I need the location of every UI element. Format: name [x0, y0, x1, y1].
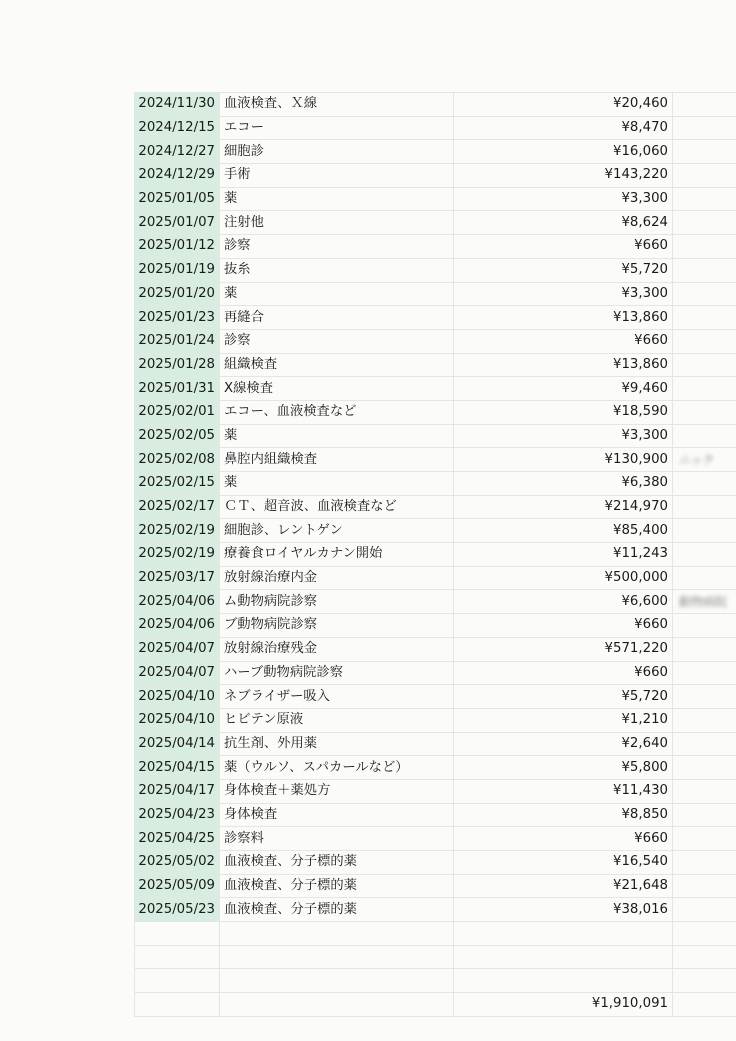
table-row [135, 306, 736, 330]
description-cell: 薬 [220, 424, 454, 448]
note-cell [673, 519, 736, 543]
date-cell: 2025/04/14 [135, 732, 220, 756]
description-cell: 薬（ウルソ、スパカールなど） [220, 756, 454, 780]
note-cell [673, 282, 736, 306]
date-cell: 2025/01/19 [135, 258, 220, 282]
note-cell [673, 756, 736, 780]
table-row [135, 329, 736, 353]
table-row [135, 187, 736, 211]
note-cell [673, 235, 736, 259]
date-cell: 2025/03/17 [135, 566, 220, 590]
amount-cell: ¥3,300 [454, 424, 673, 448]
description-cell: 放射線治療内金 [220, 566, 454, 590]
amount-cell: ¥5,800 [454, 756, 673, 780]
note-cell [673, 827, 736, 851]
date-cell: 2025/04/10 [135, 685, 220, 709]
amount-cell: ¥8,624 [454, 211, 673, 235]
redacted-note: ニック [679, 452, 715, 467]
note-cell [673, 329, 736, 353]
amount-cell: ¥16,060 [454, 140, 673, 164]
note-cell [673, 708, 736, 732]
note-cell [673, 164, 736, 188]
note-cell [673, 211, 736, 235]
amount-cell: ¥2,640 [454, 732, 673, 756]
table-row [135, 566, 736, 590]
table-row [135, 637, 736, 661]
note-cell [673, 566, 736, 590]
date-cell: 2025/01/24 [135, 329, 220, 353]
amount-cell: ¥6,600 [454, 590, 673, 614]
table-row [135, 543, 736, 567]
amount-cell: ¥3,300 [454, 187, 673, 211]
expense-sheet [134, 92, 736, 1017]
table-row [135, 472, 736, 496]
date-cell: 2025/05/02 [135, 851, 220, 875]
note-cell [673, 353, 736, 377]
note-cell [673, 637, 736, 661]
note-cell [673, 495, 736, 519]
date-cell: 2025/04/07 [135, 637, 220, 661]
note-cell [673, 543, 736, 567]
date-cell: 2024/12/27 [135, 140, 220, 164]
description-cell: 血液検査、分子標的薬 [220, 898, 454, 922]
table-row [135, 424, 736, 448]
date-cell: 2025/02/01 [135, 400, 220, 424]
amount-cell: ¥11,243 [454, 543, 673, 567]
amount-cell: ¥660 [454, 827, 673, 851]
table-row [135, 803, 736, 827]
table-row [135, 400, 736, 424]
table-row [135, 874, 736, 898]
empty-row [135, 922, 736, 946]
description-cell: 薬 [220, 187, 454, 211]
amount-cell: ¥5,720 [454, 685, 673, 709]
date-cell: 2025/01/07 [135, 211, 220, 235]
table-row [135, 661, 736, 685]
date-cell: 2024/12/15 [135, 116, 220, 140]
description-cell: エコー、血液検査など [220, 400, 454, 424]
description-cell: 放射線治療残金 [220, 637, 454, 661]
amount-cell: ¥3,300 [454, 282, 673, 306]
description-cell: 抜糸 [220, 258, 454, 282]
note-cell [673, 874, 736, 898]
description-cell: 抗生剤、外用薬 [220, 732, 454, 756]
note-cell [673, 93, 736, 117]
amount-cell: ¥38,016 [454, 898, 673, 922]
table-row [135, 827, 736, 851]
total-amount: ¥1,910,091 [454, 993, 673, 1017]
date-cell: 2025/04/10 [135, 708, 220, 732]
description-cell: X線検査 [220, 377, 454, 401]
table-row [135, 685, 736, 709]
date-cell: 2025/04/17 [135, 779, 220, 803]
description-cell: 再縫合 [220, 306, 454, 330]
amount-cell: ¥16,540 [454, 851, 673, 875]
amount-cell: ¥660 [454, 329, 673, 353]
date-cell: 2025/05/23 [135, 898, 220, 922]
amount-cell: ¥8,470 [454, 116, 673, 140]
amount-cell: ¥5,720 [454, 258, 673, 282]
description-cell: ブ動物病院診察 [220, 614, 454, 638]
empty-row [135, 945, 736, 969]
date-cell: 2025/01/31 [135, 377, 220, 401]
note-cell [673, 377, 736, 401]
description-cell: 血液検査、分子標的薬 [220, 874, 454, 898]
amount-cell: ¥214,970 [454, 495, 673, 519]
table-row [135, 116, 736, 140]
date-cell: 2025/02/19 [135, 519, 220, 543]
note-cell [673, 851, 736, 875]
total-row [135, 993, 736, 1017]
description-cell: 注射他 [220, 211, 454, 235]
table-row [135, 898, 736, 922]
amount-cell: ¥13,860 [454, 353, 673, 377]
table-row [135, 235, 736, 259]
date-cell: 2025/04/15 [135, 756, 220, 780]
table-row [135, 353, 736, 377]
description-cell: 療養食ロイヤルカナン開始 [220, 543, 454, 567]
amount-cell: ¥85,400 [454, 519, 673, 543]
table-row [135, 448, 736, 472]
note-cell [673, 779, 736, 803]
table-row [135, 519, 736, 543]
amount-cell: ¥20,460 [454, 93, 673, 117]
note-cell [673, 590, 736, 614]
note-cell [673, 472, 736, 496]
description-cell: 血液検査、分子標的薬 [220, 851, 454, 875]
amount-cell: ¥18,590 [454, 400, 673, 424]
note-cell [673, 803, 736, 827]
description-cell: 組織検査 [220, 353, 454, 377]
table-row [135, 258, 736, 282]
table-row [135, 495, 736, 519]
description-cell: 血液検査、Ｘ線 [220, 93, 454, 117]
date-cell: 2025/04/06 [135, 614, 220, 638]
amount-cell: ¥660 [454, 661, 673, 685]
note-cell [673, 187, 736, 211]
table-row [135, 708, 736, 732]
note-cell [673, 306, 736, 330]
expense-table [134, 92, 736, 1017]
note-cell [673, 614, 736, 638]
note-cell [673, 424, 736, 448]
table-row [135, 164, 736, 188]
amount-cell: ¥1,210 [454, 708, 673, 732]
empty-row [135, 969, 736, 993]
description-cell: 身体検査＋薬処方 [220, 779, 454, 803]
amount-cell: ¥130,900 [454, 448, 673, 472]
amount-cell: ¥143,220 [454, 164, 673, 188]
table-row [135, 732, 736, 756]
amount-cell: ¥660 [454, 614, 673, 638]
amount-cell: ¥660 [454, 235, 673, 259]
description-cell: 細胞診、レントゲン [220, 519, 454, 543]
redacted-note: 動物病院 [679, 594, 728, 609]
amount-cell: ¥8,850 [454, 803, 673, 827]
description-cell: 薬 [220, 472, 454, 496]
table-row [135, 779, 736, 803]
date-cell: 2024/12/29 [135, 164, 220, 188]
amount-cell: ¥11,430 [454, 779, 673, 803]
date-cell: 2025/01/28 [135, 353, 220, 377]
table-row [135, 756, 736, 780]
date-cell: 2024/11/30 [135, 93, 220, 117]
description-cell: ハーブ動物病院診察 [220, 661, 454, 685]
note-cell [673, 258, 736, 282]
amount-cell: ¥571,220 [454, 637, 673, 661]
note-cell [673, 448, 736, 472]
date-cell: 2025/02/19 [135, 543, 220, 567]
amount-cell: ¥13,860 [454, 306, 673, 330]
date-cell: 2025/02/05 [135, 424, 220, 448]
date-cell: 2025/04/07 [135, 661, 220, 685]
amount-cell: ¥6,380 [454, 472, 673, 496]
note-cell [673, 732, 736, 756]
date-cell: 2025/02/17 [135, 495, 220, 519]
date-cell: 2025/01/20 [135, 282, 220, 306]
date-cell: 2025/05/09 [135, 874, 220, 898]
description-cell: 薬 [220, 282, 454, 306]
date-cell: 2025/04/25 [135, 827, 220, 851]
description-cell: 細胞診 [220, 140, 454, 164]
table-row [135, 590, 736, 614]
description-cell: エコー [220, 116, 454, 140]
date-cell: 2025/01/23 [135, 306, 220, 330]
date-cell: 2025/02/08 [135, 448, 220, 472]
description-cell: ＣＴ、超音波、血液検査など [220, 495, 454, 519]
date-cell: 2025/01/05 [135, 187, 220, 211]
description-cell: 鼻腔内組織検査 [220, 448, 454, 472]
note-cell [673, 116, 736, 140]
date-cell: 2025/04/23 [135, 803, 220, 827]
table-row [135, 140, 736, 164]
note-cell [673, 140, 736, 164]
description-cell: 診察 [220, 235, 454, 259]
amount-cell: ¥21,648 [454, 874, 673, 898]
table-row [135, 211, 736, 235]
note-cell [673, 685, 736, 709]
description-cell: ネブライザー吸入 [220, 685, 454, 709]
date-cell: 2025/04/06 [135, 590, 220, 614]
description-cell: 手術 [220, 164, 454, 188]
description-cell: ム動物病院診察 [220, 590, 454, 614]
description-cell: 身体検査 [220, 803, 454, 827]
date-cell: 2025/02/15 [135, 472, 220, 496]
table-row [135, 851, 736, 875]
date-cell: 2025/01/12 [135, 235, 220, 259]
table-row [135, 377, 736, 401]
table-row [135, 614, 736, 638]
note-cell [673, 661, 736, 685]
description-cell: 診察料 [220, 827, 454, 851]
note-cell [673, 400, 736, 424]
table-row [135, 93, 736, 117]
amount-cell: ¥9,460 [454, 377, 673, 401]
note-cell [673, 898, 736, 922]
description-cell: 診察 [220, 329, 454, 353]
amount-cell: ¥500,000 [454, 566, 673, 590]
description-cell: ヒビテン原液 [220, 708, 454, 732]
table-row [135, 282, 736, 306]
